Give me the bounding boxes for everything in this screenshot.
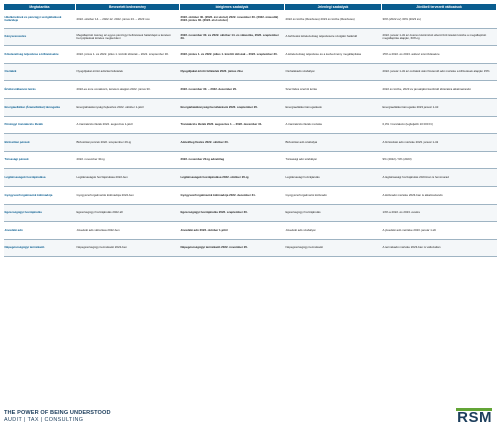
table-row	[4, 204, 497, 222]
row-topic: Osztalék	[4, 63, 76, 81]
table-row	[4, 81, 497, 99]
column-header-introduced: Bevezetett kedvezmény	[76, 4, 180, 11]
table-row	[4, 63, 497, 81]
cell-planned: A termékadó mértéke 2023-ban is változatlan	[382, 239, 497, 257]
cell-planned: A különadó mértéke 2023-ban is alkalmazandó	[382, 186, 497, 204]
page-footer	[4, 407, 494, 429]
cell-current: A tranzakciós illeték mértéke	[285, 116, 382, 134]
cell-introduced: Jövedéki adó változása 2022-ben	[76, 222, 180, 240]
table-row	[4, 98, 497, 116]
row-topic: Légitársaságok hozzájárulása	[4, 169, 76, 187]
cell-planned: 9% (2022) / 9% (2023)	[382, 151, 497, 169]
cell-introduced: Nyugdíjakat érintő adózási feltételek	[76, 63, 180, 81]
cell-current: Társasági adó szabályai	[285, 151, 382, 169]
cell-current: Gyógyszerforgalmazói különadó	[285, 186, 382, 204]
cell-introduced: 2022. november 30-ig	[76, 151, 180, 169]
column-header-planned: Jövőbeli tervezett változások	[382, 4, 497, 11]
cell-temporary: Egészségügyi hozzájárulás 2022. szeptember 30.	[180, 204, 285, 222]
cell-planned: 2022 év közbe, 2023 év januárjától kezdődő időszakra alkalmazandó	[382, 81, 497, 99]
cell-planned: 13% a 2022. és 2023. évekre	[382, 204, 497, 222]
cell-current: Szerződés szerinti leírás	[285, 81, 382, 99]
table-body	[4, 11, 497, 257]
cell-introduced: Népegészségügyi termékadó 2022-ben	[76, 239, 180, 257]
cell-current: Jövedéki adó szabályai	[285, 222, 382, 240]
row-topic: Gyógyszerforgalmazók különadója	[4, 186, 76, 204]
table-row	[4, 28, 497, 46]
cell-introduced: Egészségügyi hozzájárulás 2022-től	[76, 204, 180, 222]
rsm-logo: RSM	[457, 409, 492, 426]
table-row	[4, 169, 497, 187]
row-topic: Kényszerezetés	[4, 28, 76, 46]
cell-planned: 30% (2022 év) 30% (2023 év)	[382, 11, 497, 29]
table-row	[4, 134, 497, 152]
cell-temporary: 2022. november 30. – 2022. december 20.	[180, 81, 285, 99]
cell-introduced: Energiahatékonysági fejlesztés 2022. október 1-jétől	[76, 98, 180, 116]
column-header-current: Jelenlegi szabályok	[285, 4, 382, 11]
cell-introduced: 2022. június 1. és 2022. július 1. közötti időszak – 2022. szeptember 30.	[76, 46, 180, 64]
cell-current: Energiaellátási támogatások	[285, 98, 382, 116]
cell-temporary: Adóelőleg fizetés 2022. október 20.	[180, 134, 285, 152]
cell-planned: A jövedéki adó mértéke 2023. január 1-től	[382, 222, 497, 240]
table-row	[4, 186, 497, 204]
cell-current: Osztalékadó szabályai	[285, 63, 382, 81]
cell-temporary: 2022. június 1. és 2022. július 1. közötti időszak – 2022. szeptember 30.	[180, 46, 285, 64]
footer-tagline: THE POWER OF BEING UNDERSTOOD	[4, 410, 111, 416]
cell-temporary: 2022. november 20-ig adóelőleg	[180, 151, 285, 169]
cell-planned: 0,3% / tranzakció (legfeljebb 10 000 Ft)	[382, 116, 497, 134]
tax-measures-table	[3, 3, 497, 257]
cell-temporary: 2022. november 30. és 2022. október 14. és választás, 2022. szeptember 29.	[180, 28, 285, 46]
table-row	[4, 222, 497, 240]
cell-planned: 2022. január 1-től az osztalék után fizetendő adó mértéke a kifizetések alapján 15%	[382, 63, 497, 81]
row-topic: Energiaellátási (Áramellátási) támogatás	[4, 98, 76, 116]
cell-introduced: A tranzakciós illeték 2022. augusztus 1-jétől	[76, 116, 180, 134]
column-header-temporary: Ideiglenes szabályok	[180, 4, 285, 11]
table-row	[4, 11, 497, 29]
cell-planned: A légitársasági hozzájárulás 2023-ban is fennmarad	[382, 169, 497, 187]
cell-introduced: Biztosítási pénzek 2022. szeptember 29-ig	[76, 134, 180, 152]
row-topic: Népegészségügyi termékadó	[4, 239, 76, 257]
cell-temporary: Nyugdíjakat érintő feltételek 2022. június 29-e	[180, 63, 285, 81]
table-row	[4, 151, 497, 169]
cell-introduced: Gyógyszerforgalmazók különadója 2022-ben	[76, 186, 180, 204]
cell-temporary: Tranzakciós illeték 2022. augusztus 1. – 2022. december 31.	[180, 116, 285, 134]
table-row	[4, 116, 497, 134]
table-row	[4, 46, 497, 64]
footer-services: AUDIT | TAX | CONSULTING	[4, 417, 84, 423]
cell-current: Biztosítási adó szabályai	[285, 134, 382, 152]
cell-temporary: Jövedéki adó 2022. október 1-jétől	[180, 222, 285, 240]
cell-planned: 15% a 2022. és 2023. adóévi szerződésekre	[382, 46, 497, 64]
cell-planned: A biztosítási adó mértéke 2023. január 1-től	[382, 134, 497, 152]
cell-introduced: 2022-es évre vonatkozó, kérelem alapján 2022. június 30.	[76, 81, 180, 99]
cell-current: Egészségügyi hozzájárulás	[285, 204, 382, 222]
column-header-topic: Megtakarítás	[4, 4, 76, 11]
cell-introduced: 2022. október 14. – 2022.12. 2022. június 23. – 2023 nov	[76, 11, 180, 29]
row-topic: Egészségügyi hozzájárulás	[4, 204, 76, 222]
cell-planned: Energiaellátási támogatás 2023 január 1-től	[382, 98, 497, 116]
table-row	[4, 239, 497, 257]
cell-current: A kötelezettség teljesítése és a kedvezmény megállapítása	[285, 46, 382, 64]
cell-temporary: Energiahatékonysági beruházások 2022. szeptember 20.	[180, 98, 285, 116]
cell-temporary: Gyógyszerforgalmazók különadója 2022. december 31.	[180, 186, 285, 204]
row-topic: Hitelkérelmek és pénzügyi szolgáltatások határideje	[4, 11, 76, 29]
cell-introduced: Légitársaságok hozzájárulása 2022-ben	[76, 169, 180, 187]
cell-temporary: Népegészségügyi termékadó 2022. november 20.	[180, 239, 285, 257]
row-topic: Biztosítási pénzek	[4, 134, 76, 152]
table-header-row	[4, 4, 497, 11]
row-topic: Kötelezettség teljesítése a kifizetésekre	[4, 46, 76, 64]
cell-current: A befizetési kötelezettség teljesítésére szolgáló határidő	[285, 28, 382, 46]
cell-introduced: Megállapított összeg az egyes pénzügyi befizetések határidejét a kérelem benyújtásával köteles megkezdeni	[76, 28, 180, 46]
row-topic: Társasági pénzek	[4, 151, 76, 169]
row-topic: Pénzügyi tranzakciós illeték	[4, 116, 76, 134]
row-topic: Értékcsökkenési leírás	[4, 81, 76, 99]
cell-temporary: 2022. október 30. (2022. évi utolsó) 2022. november 30. (2022. második) 2023. június 30. (2023. első utolsó)	[180, 11, 285, 29]
cell-current: Légitársasági hozzájárulás	[285, 169, 382, 187]
cell-planned: 2022. január 1-től az összes kiszámított ellenőrzött tételek körébe a megállapított megállapítás alapján, 60%-ig	[382, 28, 497, 46]
cell-temporary: Légitársaságok hozzájárulása 2022. október 20-ig	[180, 169, 285, 187]
cell-current: 2022 év közbe (Részletes) 2023 év közbe (Részletes)	[285, 11, 382, 29]
row-topic: Jövedéki adó	[4, 222, 76, 240]
cell-current: Népegészségügyi termékadó	[285, 239, 382, 257]
